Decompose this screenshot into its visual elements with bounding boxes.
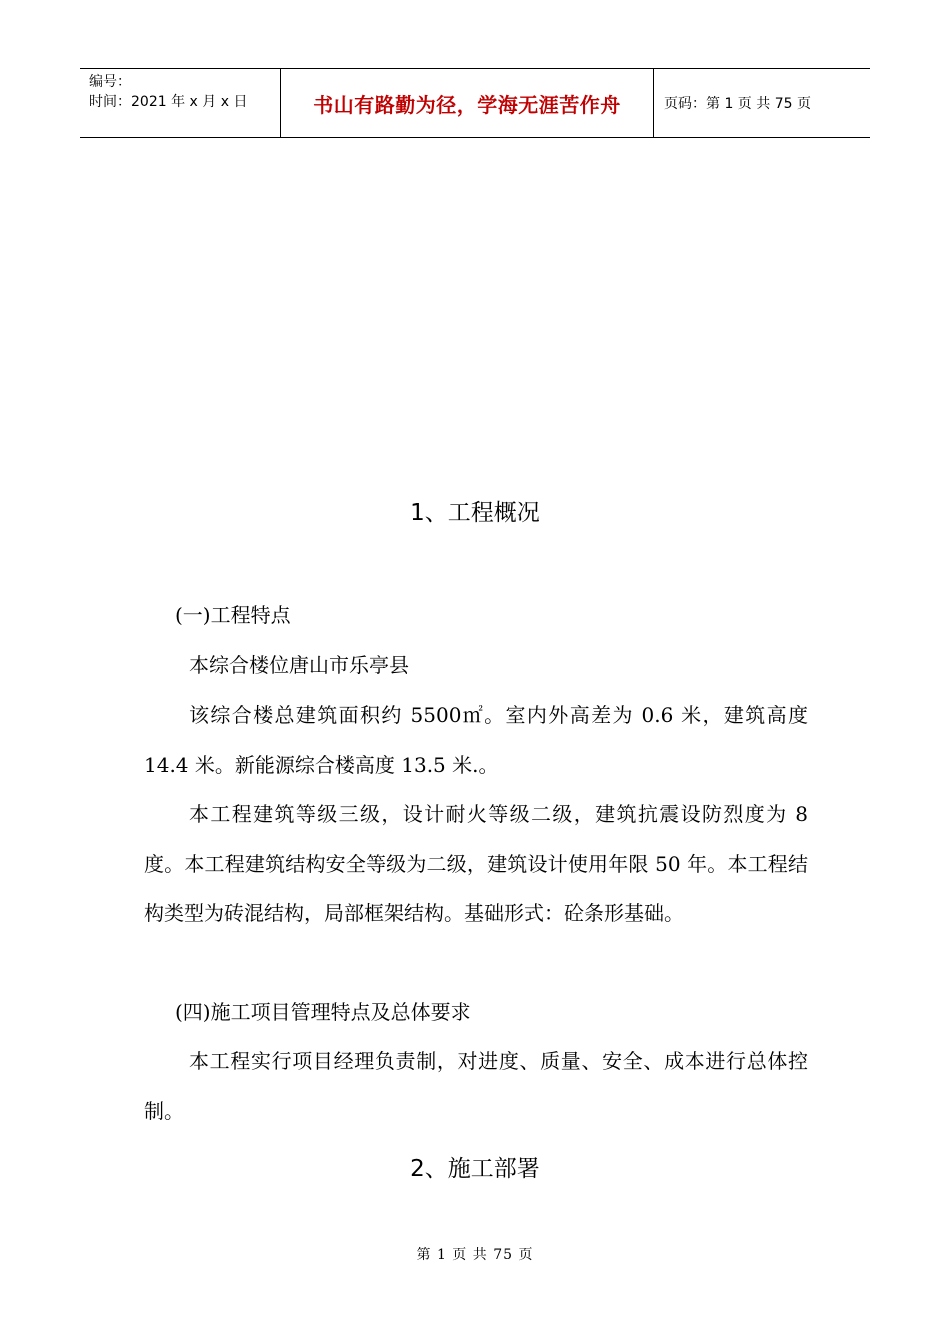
header-meta-cell [80, 69, 281, 137]
section1-title: 1、工程概况 [410, 500, 540, 526]
header-code-label: 编号： [89, 74, 131, 90]
header-motto: 书山有路勤为径，学海无涯苦作舟 [281, 69, 654, 137]
page-header [80, 68, 870, 138]
section2-title: 2、施工部署 [410, 1156, 540, 1182]
paragraph-management: 本工程实行项目经理负责制，对进度、质量、安全、成本进行总体控制。 [144, 1049, 808, 1123]
paragraph-area: 该综合楼总建筑面积约 5500㎡。室内外高差为 0.6 米，建筑高度 14.4 米。新能源综合楼高度 13.5 米.。 [144, 703, 808, 777]
section1-subheading-4: (四)施工项目管理特点及总体要求 [175, 1000, 471, 1024]
section1-subheading-1: (一)工程特点 [175, 603, 291, 627]
header-page-info: 页码：第 1 页 共 75 页 [664, 96, 811, 112]
paragraph-grade: 本工程建筑等级三级，设计耐火等级二级，建筑抗震设防烈度为 8 度。本工程建筑结构安全等级为二级，建筑设计使用年限 50 年。本工程结构类型为砖混结构，局部框架结构。基础形式：砼条形基础。 [144, 802, 808, 925]
paragraph-location: 本综合楼位唐山市乐亭县 [189, 653, 409, 677]
page-footer: 第 1 页 共 75 页 [416, 1247, 534, 1263]
header-time-label: 时间：2021 年 x 月 x 日 [89, 94, 248, 110]
